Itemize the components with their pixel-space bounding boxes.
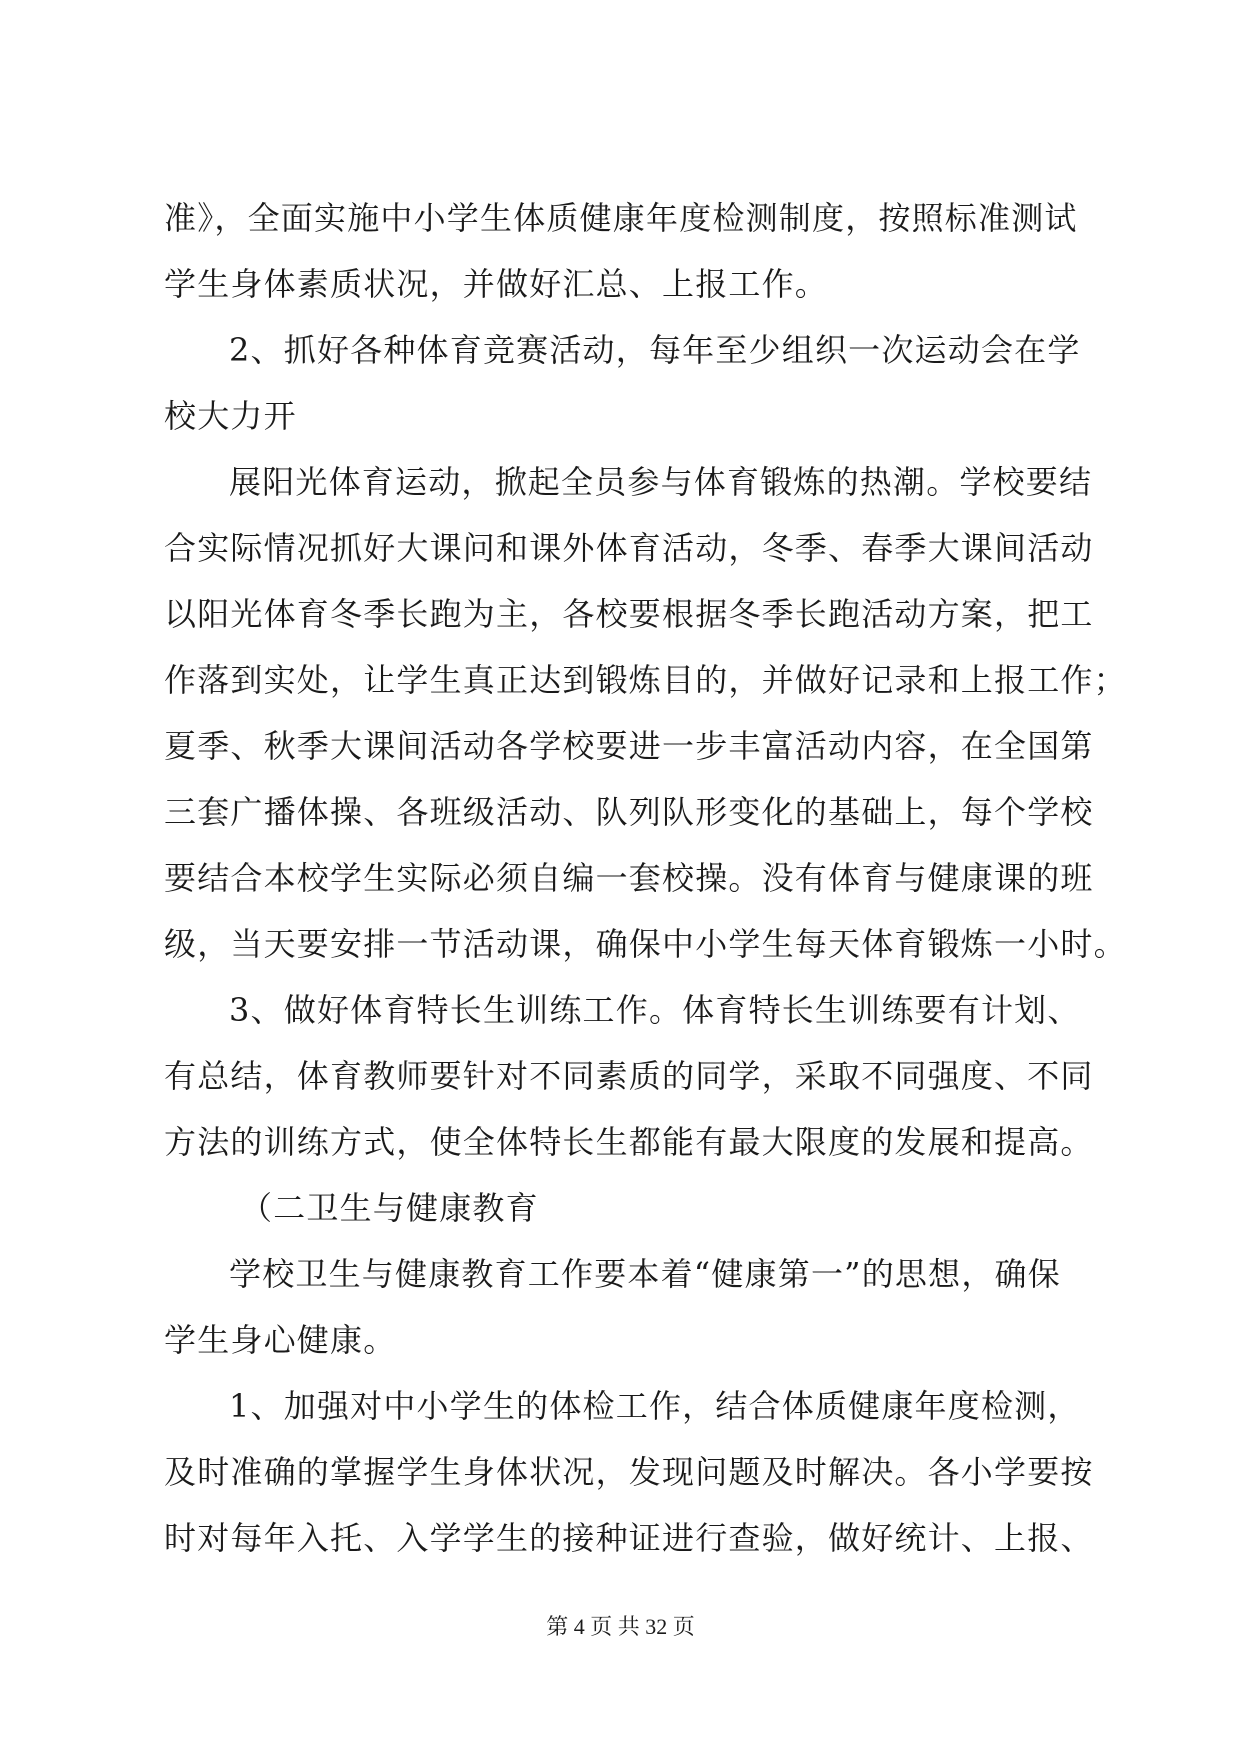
paragraph-line: 合实际情况抓好大课问和课外体育活动，冬季、春季大课间活动 (164, 529, 1094, 567)
paragraph-line: 有总结，体育教师要针对不同素质的同学，采取不同强度、不同 (164, 1057, 1094, 1095)
paragraph-line: 作落到实处，让学生真正达到锻炼目的，并做好记录和上报工作； (164, 661, 1127, 699)
paragraph-line: 2、抓好各种体育竞赛活动，每年至少组织一次运动会在学 (229, 331, 1081, 369)
paragraph-line: 方法的训练方式，使全体特长生都能有最大限度的发展和提高。 (164, 1123, 1094, 1161)
page-number: 第 4 页 共 32 页 (546, 1614, 695, 1639)
section-heading: （二卫生与健康教育 (240, 1189, 539, 1227)
paragraph-line: 校大力开 (164, 397, 297, 435)
paragraph-line: 1、加强对中小学生的体检工作，结合体质健康年度检测， (229, 1387, 1081, 1425)
paragraph-line: 时对每年入托、入学学生的接种证进行查验，做好统计、上报、 (164, 1519, 1094, 1557)
paragraph-line: 3、做好体育特长生训练工作。体育特长生训练要有计划、 (229, 991, 1081, 1029)
paragraph-line: 展阳光体育运动，掀起全员参与体育锻炼的热潮。学校要结 (229, 463, 1093, 501)
paragraph-line: 学生身体素质状况，并做好汇总、上报工作。 (164, 265, 829, 303)
paragraph-line: 夏季、秋季大课间活动各学校要进一步丰富活动内容，在全国第 (164, 727, 1094, 765)
paragraph-line: 要结合本校学生实际必须自编一套校操。没有体育与健康课的班 (164, 859, 1094, 897)
paragraph-line: 学生身心健康。 (164, 1321, 397, 1359)
paragraph-line: 以阳光体育冬季长跑为主，各校要根据冬季长跑活动方案，把工 (164, 595, 1094, 633)
paragraph-line: 学校卫生与健康教育工作要本着“健康第一”的思想，确保 (229, 1255, 1061, 1293)
paragraph-line: 三套广播体操、各班级活动、队列队形变化的基础上，每个学校 (164, 793, 1094, 831)
paragraph-line: 级，当天要安排一节活动课，确保中小学生每天体育锻炼一小时。 (164, 925, 1127, 963)
paragraph-line: 及时准确的掌握学生身体状况，发现问题及时解决。各小学要按 (164, 1453, 1094, 1491)
paragraph-line: 准》，全面实施中小学生体质健康年度检测制度，按照标准测试 (164, 199, 1078, 237)
